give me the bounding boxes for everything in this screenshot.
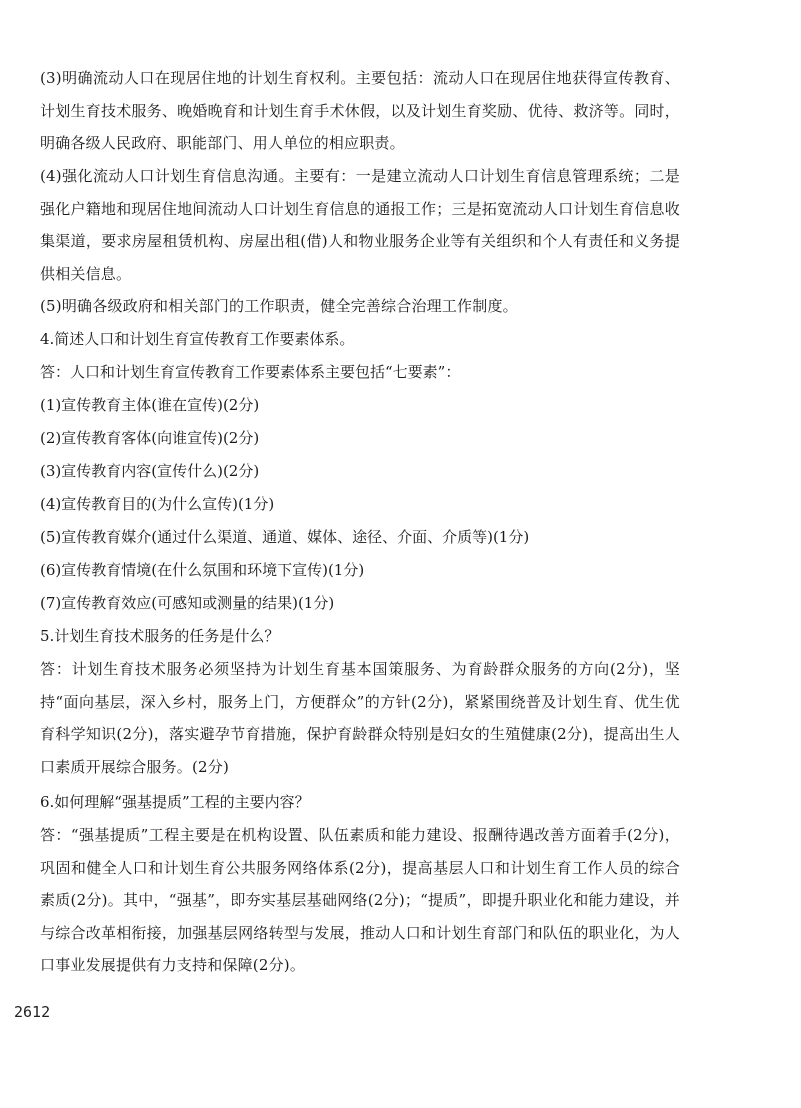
answer-5: 答：计划生育技术服务必须坚持为计划生育基本国策服务、为育龄群众服务的方向(2分)，坚持“面向基层，深入乡村，服务上门，方便群众”的方针(2分)，紧紧围绕普及计划生育、优生优育科学知识(2分)，落实避孕节育措施，保护育龄群众特别是妇女的生殖健康(2分)，提高出生人口素质开展综合服务。(2分) [40, 660, 680, 776]
answer-4-intro: 答：人口和计划生育宣传教育工作要素体系主要包括“七要素”： [40, 363, 461, 381]
question-5: 5.计划生育技术服务的任务是什么？ [40, 627, 280, 645]
list-item: (7)宣传教育效应(可感知或测量的结果)(1分) [40, 594, 335, 612]
page-number: 2612 [14, 1003, 51, 1021]
list-item: (1)宣传教育主体(谁在宣传)(2分) [40, 396, 260, 414]
list-item: (4)宣传教育目的(为什么宣传)(1分) [40, 495, 275, 513]
list-item: (5)宣传教育媒介(通过什么渠道、通道、媒体、途径、介面、介质等)(1分) [40, 528, 530, 546]
answer-6: 答：“强基提质”工程主要是在机构设置、队伍素质和能力建设、报酬待遇改善方面着手(2分)，巩固和健全人口和计划生育公共服务网络体系(2分)，提高基层人口和计划生育工作人员的综合素质(2分)。其中，“强基”，即夯实基层基础网络(2分)；“提质”，即提升职业化和能力建设，并与综合改革相衔接，加强基层网络转型与发展，推动人口和计划生育部门和队伍的职业化，为人口事业发展提供有力支持和保障(2分)。 [40, 826, 680, 974]
list-item: (3)宣传教育内容(宣传什么)(2分) [40, 462, 260, 480]
list-item: (6)宣传教育情境(在什么氛围和环境下宣传)(1分) [40, 561, 365, 579]
paragraph-floating-population-rights: (3)明确流动人口在现居住地的计划生育权利。主要包括：流动人口在现居住地获得宣传教育、计划生育技术服务、晚婚晚育和计划生育手术休假，以及计划生育奖励、优待、救济等。同时，明确各级人民政府、职能部门、用人单位的相应职责。 [40, 69, 680, 152]
list-item: (2)宣传教育客体(向谁宣传)(2分) [40, 429, 260, 447]
paragraph-information-communication: (4)强化流动人口计划生育信息沟通。主要有：一是建立流动人口计划生育信息管理系统；二是强化户籍地和现居住地间流动人口计划生育信息的通报工作；三是拓宽流动人口计划生育信息收集渠道，要求房屋租赁机构、房屋出租(借)人和物业服务企业等有关组织和个人有责任和义务提供相关信息。 [40, 167, 680, 283]
paragraph-government-duties: (5)明确各级政府和相关部门的工作职责，健全完善综合治理工作制度。 [40, 297, 518, 315]
question-6: 6.如何理解“强基提质”工程的主要内容？ [40, 793, 310, 811]
question-4: 4.简述人口和计划生育宣传教育工作要素体系。 [40, 330, 355, 348]
